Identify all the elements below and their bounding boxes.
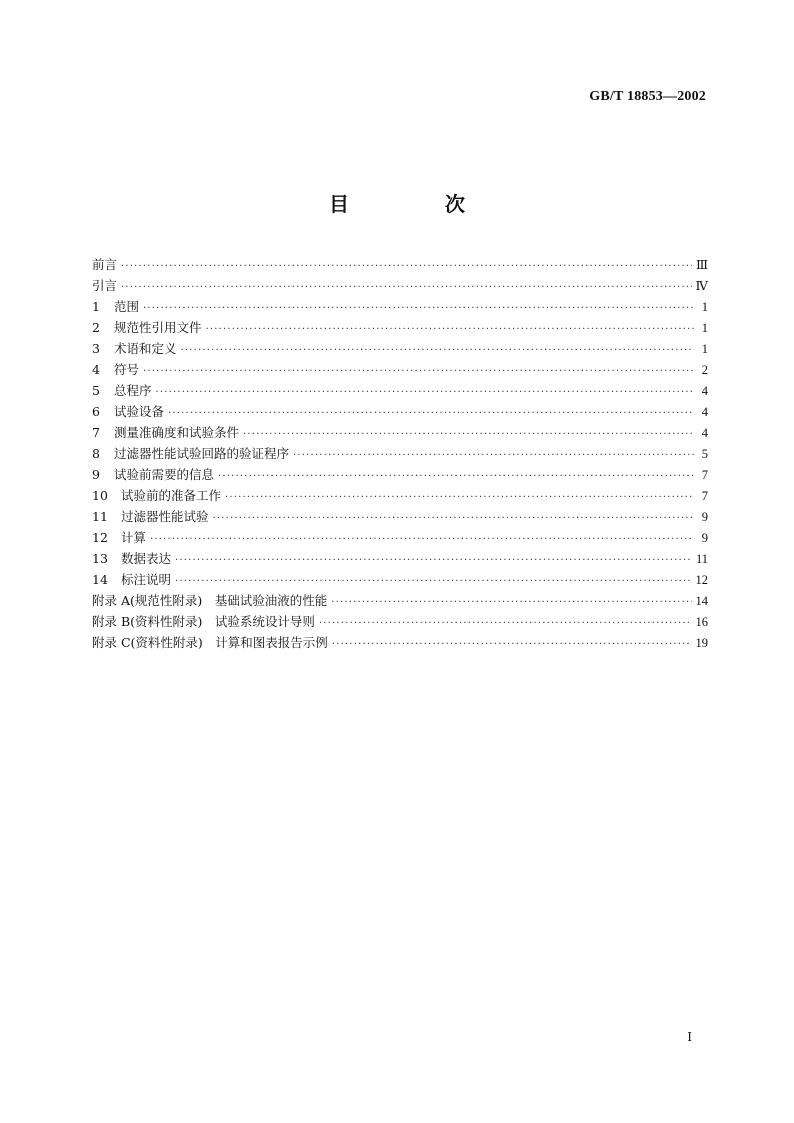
toc-entry-label: 过滤器性能试验	[121, 509, 209, 524]
toc-dot-leader	[218, 466, 694, 487]
toc-entry-number: 9	[92, 467, 100, 482]
toc-dot-leader	[121, 256, 692, 277]
toc-entry-label: 测量准确度和试验条件	[114, 425, 240, 440]
toc-entry-label: 试验前需要的信息	[114, 467, 215, 482]
toc-entry[interactable]	[92, 338, 708, 359]
toc-dot-leader	[293, 445, 694, 466]
toc-entry[interactable]	[92, 380, 708, 401]
toc-entry-label: 试验设备	[114, 404, 165, 419]
toc-entry-number: 7	[92, 425, 100, 440]
toc-dot-leader	[225, 487, 694, 508]
toc-entry[interactable]	[92, 590, 708, 611]
toc-entry-number: 5	[92, 383, 100, 398]
toc-entry[interactable]	[92, 422, 708, 443]
toc-entry-label: 过滤器性能试验回路的验证程序	[114, 446, 290, 461]
page-number: Ⅰ	[687, 1030, 692, 1044]
toc-entry[interactable]	[92, 527, 708, 548]
toc-entry-label: 附录 A(规范性附录) 基础试验油液的性能	[92, 593, 328, 608]
toc-entry-label: 附录 B(资料性附录) 试验系统设计导则	[92, 614, 315, 629]
toc-entry[interactable]	[92, 632, 708, 653]
toc-dot-leader	[243, 424, 694, 445]
toc-entry[interactable]	[92, 506, 708, 527]
toc-entry-number: 3	[92, 341, 100, 356]
toc-entry-number: 10	[92, 488, 108, 503]
toc-entry-page: Ⅲ	[695, 258, 708, 272]
toc-entry-page: 12	[695, 573, 708, 587]
toc-entry[interactable]	[92, 611, 708, 632]
toc-dot-leader	[331, 592, 691, 613]
toc-entry-page: 9	[701, 510, 708, 524]
toc-dot-leader	[143, 361, 694, 382]
toc-entry-number: 8	[92, 446, 100, 461]
toc-entry[interactable]	[92, 401, 708, 422]
toc-dot-leader	[143, 298, 694, 319]
toc-entry-page: 1	[701, 321, 708, 335]
toc-entry-label: 标注说明	[121, 572, 172, 587]
toc-dot-leader	[175, 550, 692, 571]
toc-entry[interactable]	[92, 359, 708, 380]
toc-entry-number: 12	[92, 530, 108, 545]
toc-entry-page: 1	[701, 342, 708, 356]
toc-entry-label: 附录 C(资料性附录) 计算和图表报告示例	[92, 635, 328, 650]
toc-dot-leader	[150, 529, 694, 550]
toc-entry-page: 5	[701, 447, 708, 461]
toc-entry-number: 11	[92, 509, 108, 524]
toc-entry-number: 4	[92, 362, 100, 377]
toc-entry[interactable]	[92, 485, 708, 506]
table-of-contents	[92, 254, 708, 653]
toc-entry-label: 引言	[92, 278, 118, 293]
toc-entry[interactable]	[92, 464, 708, 485]
toc-entry-page: 4	[701, 405, 708, 419]
toc-entry[interactable]	[92, 317, 708, 338]
toc-dot-leader	[319, 613, 692, 634]
toc-entry-page: 7	[701, 468, 708, 482]
toc-entry-label: 规范性引用文件	[114, 320, 202, 335]
toc-entry-page: 2	[701, 363, 708, 377]
toc-dot-leader	[121, 277, 691, 298]
toc-entry-page: 1	[701, 300, 708, 314]
standard-code: GB/T 18853—2002	[589, 89, 706, 104]
toc-entry-number: 6	[92, 404, 100, 419]
toc-entry[interactable]	[92, 254, 708, 275]
toc-entry-number: 2	[92, 320, 100, 335]
toc-entry-label: 前言	[92, 257, 118, 272]
toc-dot-leader	[181, 340, 694, 361]
toc-entry-page: 4	[701, 426, 708, 440]
toc-entry-page: 19	[695, 636, 708, 650]
toc-entry[interactable]	[92, 275, 708, 296]
toc-dot-leader	[168, 403, 694, 424]
toc-entry-label: 符号	[114, 362, 140, 377]
toc-entry-label: 术语和定义	[114, 341, 177, 356]
toc-dot-leader	[213, 508, 694, 529]
toc-entry[interactable]	[92, 443, 708, 464]
toc-entry-label: 计算	[121, 530, 147, 545]
toc-entry-page: Ⅳ	[695, 279, 708, 293]
toc-entry-label: 范围	[114, 299, 140, 314]
toc-entry-label: 试验前的准备工作	[121, 488, 222, 503]
toc-entry-number: 13	[92, 551, 108, 566]
toc-entry[interactable]	[92, 548, 708, 569]
toc-entry-label: 总程序	[114, 383, 152, 398]
toc-entry-page: 11	[695, 552, 708, 566]
toc-dot-leader	[206, 319, 694, 340]
toc-entry-number: 1	[92, 299, 100, 314]
toc-entry-page: 16	[695, 615, 708, 629]
toc-entry[interactable]	[92, 296, 708, 317]
toc-entry-page: 14	[695, 594, 708, 608]
toc-entry-number: 14	[92, 572, 108, 587]
toc-dot-leader	[332, 634, 692, 655]
toc-entry-page: 9	[701, 531, 708, 545]
toc-entry-page: 4	[701, 384, 708, 398]
toc-title: 目 次	[329, 192, 503, 216]
toc-entry-page: 7	[701, 489, 708, 503]
toc-entry-label: 数据表达	[121, 551, 172, 566]
toc-entry[interactable]	[92, 569, 708, 590]
toc-dot-leader	[175, 571, 691, 592]
toc-dot-leader	[156, 382, 694, 403]
